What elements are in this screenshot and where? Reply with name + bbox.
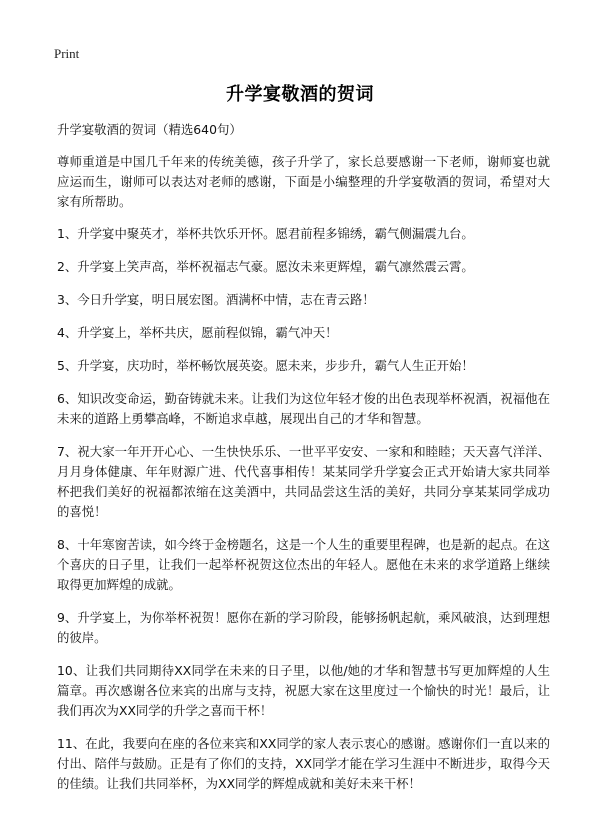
- greeting-list: [57, 224, 550, 794]
- greeting-item-11: 11、在此，我要向在座的各位来宾和XX同学的家人表示衷心的感谢。感谢你们一直以来的付出、陪伴与鼓励。正是有了你们的支持，XX同学才能在学习生涯中不断进步，取得今天的佳绩。让我们共同举杯，为XX同学的辉煌成就和美好未来干杯！: [57, 736, 550, 791]
- greeting-item-3: 3、今日升学宴，明日展宏图。酒满杯中情，志在青云路！: [57, 292, 375, 307]
- article-body: [57, 120, 550, 807]
- greeting-item-6: 6、知识改变命运，勤奋铸就未来。让我们为这位年轻才俊的出色表现举杯祝酒，祝福他在未来的道路上勇攀高峰，不断追求卓越，展现出自己的才华和智慧。: [57, 391, 550, 426]
- greeting-item-7: 7、祝大家一年开开心心、一生快快乐乐、一世平平安安、一家和和睦睦；天天喜气洋洋、月月身体健康、年年财源广进、代代喜事相传！某某同学升学宴会正式开始请大家共同举杯把我们美好的祝福都浓缩在这美酒中，共同品尝这生活的美好，共同分享某某同学成功的喜悦！: [57, 444, 550, 519]
- article-intro: 尊师重道是中国几千年来的传统美德，孩子升学了，家长总要感谢一下老师，谢师宴也就应运而生，谢师可以表达对老师的感谢，下面是小编整理的升学宴敬酒的贺词，希望对大家有所帮助。: [57, 154, 550, 209]
- page-title: 升学宴敬酒的贺词: [226, 84, 374, 105]
- greeting-item-4: 4、升学宴上，举杯共庆，愿前程似锦，霸气冲天！: [57, 325, 338, 340]
- greeting-item-10: 10、让我们共同期待XX同学在未来的日子里，以他/她的才华和智慧书写更加辉煌的人生篇章。再次感谢各位来宾的出席与支持，祝愿大家在这里度过一个愉快的时光！最后，让我们再次为XX同学的升学之喜而干杯！: [57, 663, 550, 718]
- greeting-item-5: 5、升学宴，庆功时，举杯畅饮展英姿。愿未来，步步升，霸气人生正开始！: [57, 358, 474, 373]
- greeting-item-2: 2、升学宴上笑声高，举杯祝福志气豪。愿汝未来更辉煌，霸气凛然震云霄。: [57, 259, 474, 274]
- print-link[interactable]: Print: [54, 46, 80, 61]
- greeting-item-9: 9、升学宴上，为你举杯祝贺！愿你在新的学习阶段，能够扬帆起航，乘风破浪，达到理想的彼岸。: [57, 610, 550, 645]
- article-subtitle: 升学宴敬酒的贺词（精选640句）: [57, 122, 242, 137]
- greeting-item-8: 8、十年寒窗苦读，如今终于金榜题名，这是一个人生的重要里程碑，也是新的起点。在这个喜庆的日子里，让我们一起举杯祝贺这位杰出的年轻人。愿他在未来的求学道路上继续取得更加辉煌的成就。: [57, 537, 550, 592]
- greeting-item-1: 1、升学宴中聚英才，举杯共饮乐开怀。愿君前程多锦绣，霸气侧漏震九台。: [57, 226, 474, 241]
